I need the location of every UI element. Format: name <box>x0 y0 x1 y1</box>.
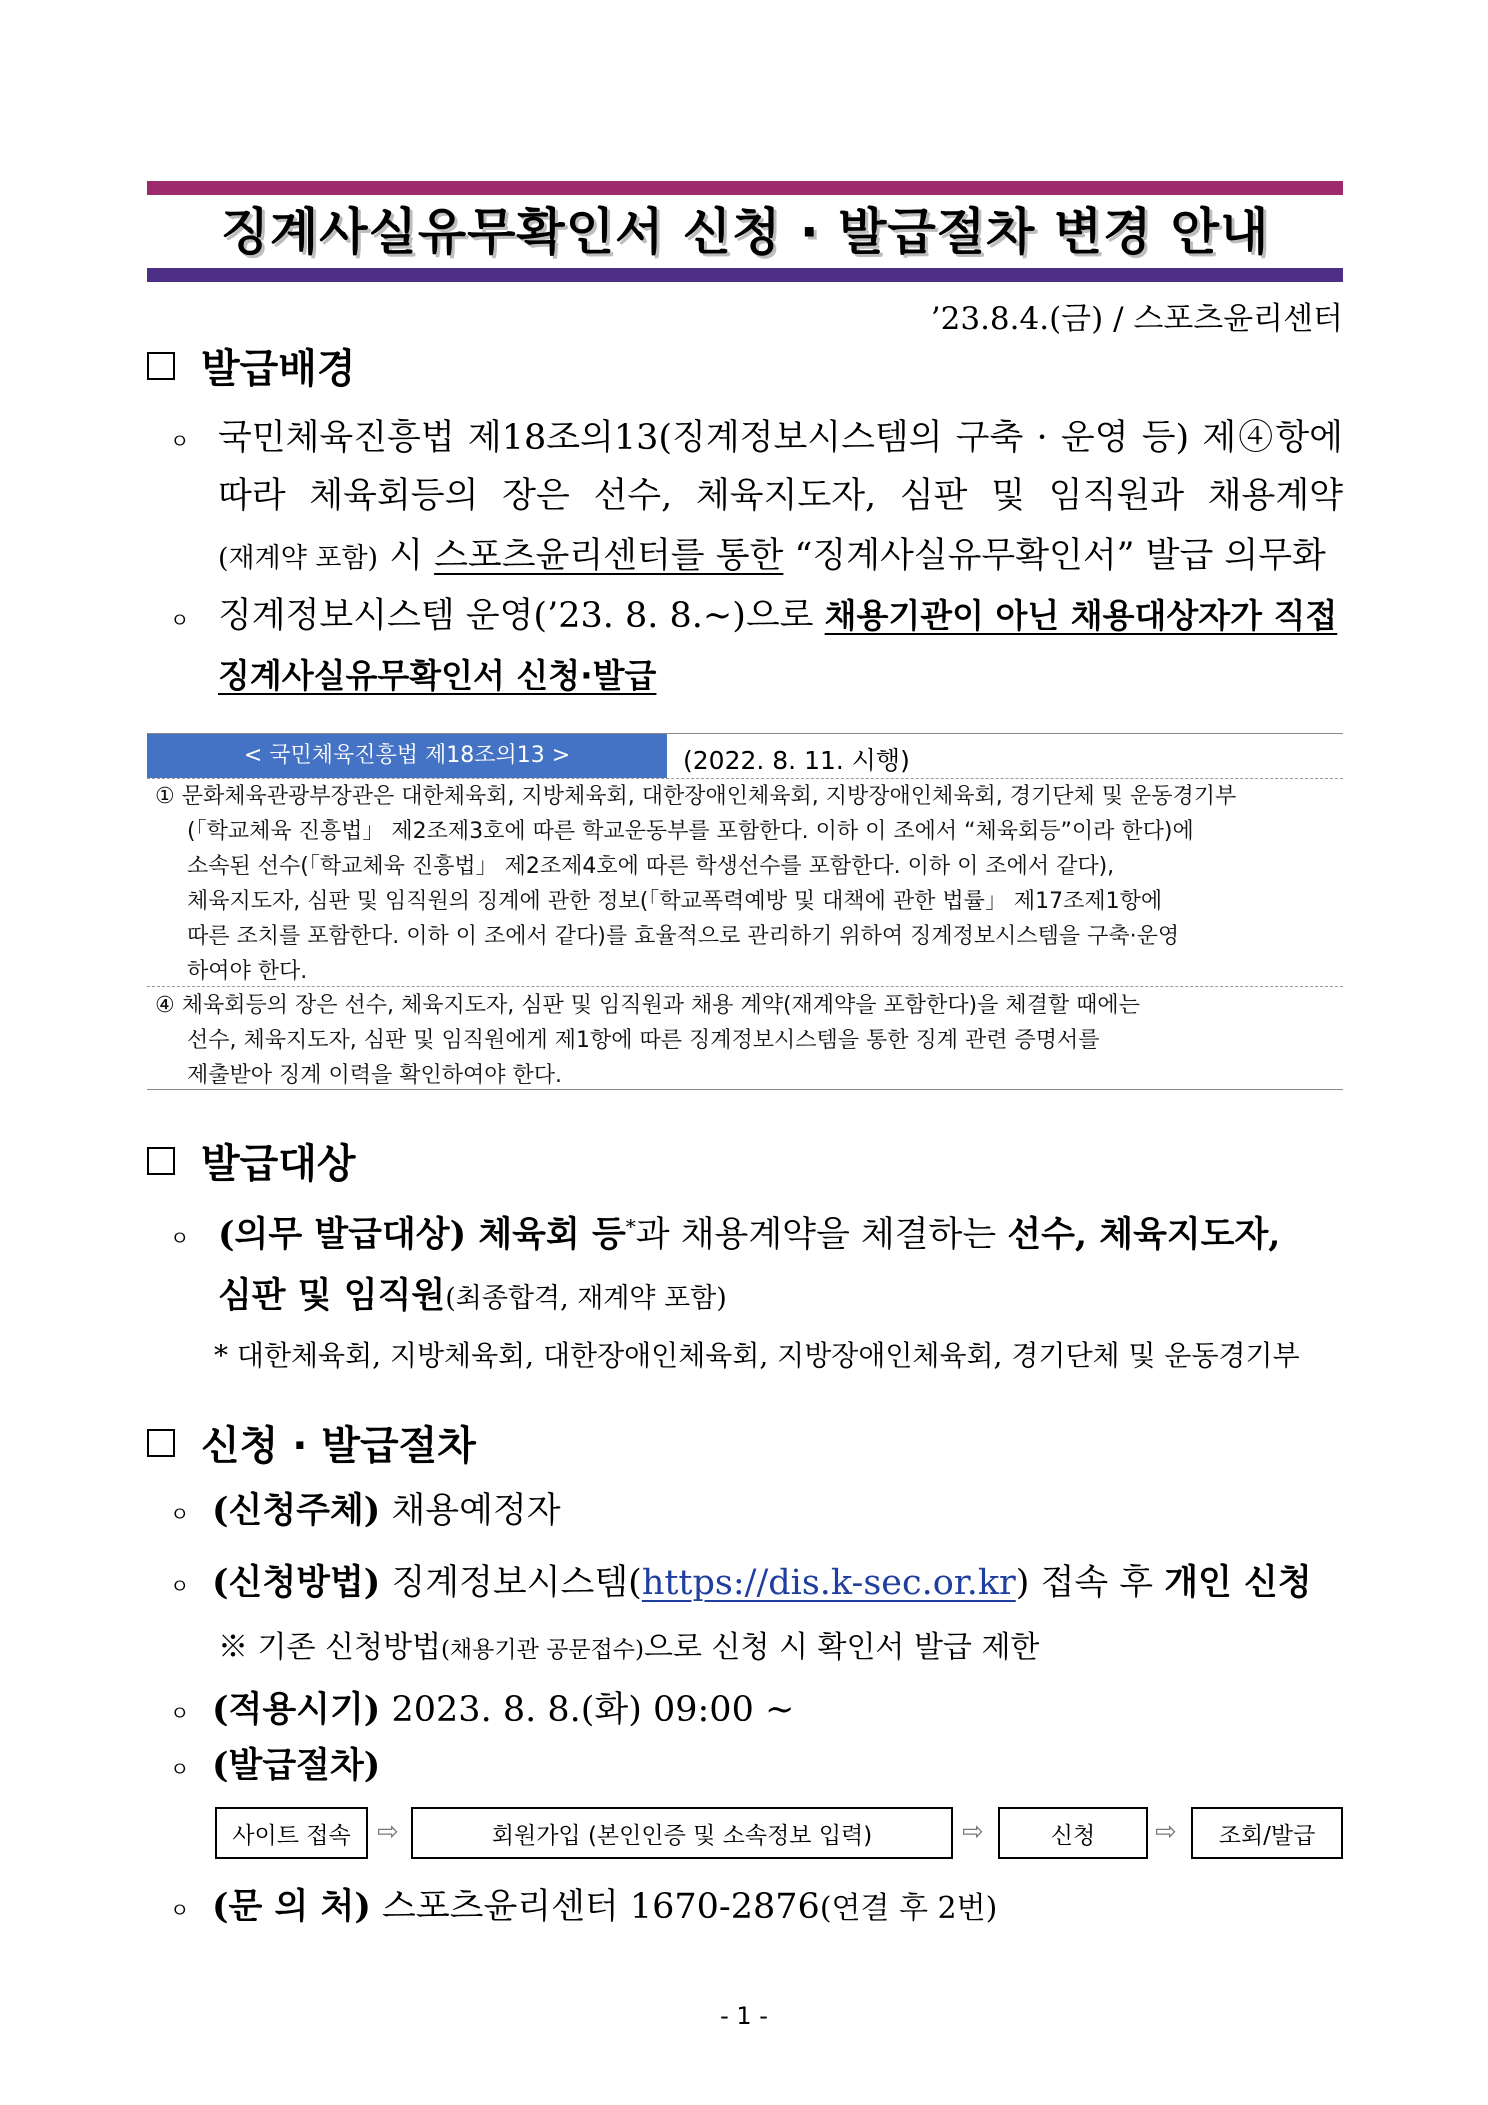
background-line-1: 국민체육진흥법 제18조의13(징계정보시스템의 구축 · 운영 등) 제④항에 <box>218 418 1343 458</box>
checkbox-square-icon <box>147 352 175 380</box>
background-line-3 <box>218 528 1326 578</box>
law-box-divider <box>147 986 1343 987</box>
bullet-icon: ㅇ <box>170 1574 190 1598</box>
procedure-text: ) <box>1015 1563 1030 1603</box>
law-clause-1-line: ① 문화체육관광부장관은 대한체육회, 지방체육회, 대한장애인체육회, 지방장애인체육회, 경기단체 및 운동경기부 <box>155 784 1237 809</box>
page-number: - 1 - <box>720 2002 768 2030</box>
background-underlined: 스포츠윤리센터를 통한 <box>434 536 784 576</box>
procedure-label: (신청주체) <box>212 1490 381 1531</box>
arrow-right-icon: ⇨ <box>1155 1817 1177 1847</box>
background-text: “징계사실유무확인서” 발급 의무화 <box>783 536 1326 576</box>
title-bar-bottom <box>147 268 1343 282</box>
contact-line <box>212 1879 997 1929</box>
bullet-icon: ㅇ <box>170 608 190 632</box>
background-line-4 <box>218 588 1337 638</box>
procedure-text: 스포츠윤리센터 1670-2876 <box>370 1887 820 1927</box>
background-line-2: 따라 체육회등의 장은 선수, 체육지도자, 심판 및 임직원과 채용계약 <box>218 476 1343 516</box>
procedure-paren: (연결 후 2번) <box>819 1891 998 1926</box>
target-emphasis: 선수, 체육지도자, <box>1007 1214 1281 1255</box>
procedure-label: (적용시기) <box>212 1689 381 1730</box>
bullet-icon: ㅇ <box>170 1757 190 1781</box>
bullet-icon: ㅇ <box>170 1701 190 1725</box>
law-box-tab: < 국민체육진흥법 제18조의13 > <box>147 734 667 778</box>
title-bar-top <box>147 181 1343 195</box>
law-clause-1-line: (「학교체육 진흥법」 제2조제3호에 따른 학교운동부를 포함한다. 이하 이 조에서 “체육회등”이라 한다)에 <box>187 819 1194 844</box>
section-heading-procedure <box>147 1414 476 1471</box>
background-paren: (재계약 포함) <box>218 543 379 574</box>
section-title: 신청 · 발급절차 <box>201 1423 476 1469</box>
note-paren: (채용기관 공문접수) <box>440 1637 644 1663</box>
procedure-text: 2023. 8. 8.(화) 09:00 ~ <box>380 1690 795 1730</box>
background-text: 징계정보시스템 운영(’23. 8. 8.~)으로 <box>218 596 825 636</box>
applicant-line <box>212 1483 561 1533</box>
law-clause-1-line: 소속된 선수(「학교체육 진흥법」 제2조제4호에 따른 학생선수를 포함한다. 이하 이 조에서 같다), <box>187 854 1115 879</box>
period-line <box>212 1682 794 1732</box>
procedure-label: (문 의 처) <box>212 1886 371 1927</box>
process-label: (발급절차) <box>212 1745 381 1786</box>
system-link[interactable]: https://dis.k-sec.or.kr <box>641 1563 1016 1603</box>
law-clause-1-line: 하여야 한다. <box>187 959 308 984</box>
flow-step-apply: 신청 <box>998 1807 1148 1859</box>
target-footnote: * 대한체육회, 지방체육회, 대한장애인체육회, 지방장애인체육회, 경기단체 및 운동경기부 <box>214 1339 1300 1372</box>
background-line-5: 징계사실유무확인서 신청·발급 <box>218 656 657 695</box>
target-text: 과 채용계약을 체결하는 <box>635 1215 1008 1255</box>
law-clause-1-line: 따른 조치를 포함한다. 이하 이 조에서 같다)를 효율적으로 관리하기 위하여 징계정보시스템을 구축·운영 <box>187 924 1180 949</box>
section-title: 발급대상 <box>201 1141 356 1187</box>
target-line-2 <box>218 1268 727 1318</box>
law-box-bottom-border <box>147 1089 1343 1090</box>
background-text: 시 <box>378 536 435 576</box>
procedure-text: 징계정보시스템( <box>380 1563 642 1603</box>
procedure-text: 접속 후 <box>1029 1563 1165 1603</box>
page-title: 징계사실유무확인서 신청 · 발급절차 변경 안내 <box>220 203 1270 261</box>
law-effective-date: (2022. 8. 11. 시행) <box>683 746 910 775</box>
method-line <box>212 1555 1312 1605</box>
target-paren: (최종합격, 재계약 포함) <box>445 1283 727 1314</box>
flow-step-site-access: 사이트 접속 <box>215 1807 368 1859</box>
target-emphasis: 심판 및 임직원 <box>218 1275 446 1316</box>
section-heading-target <box>147 1132 356 1189</box>
background-emphasis: 채용기관이 아닌 채용대상자가 직접 <box>824 596 1338 635</box>
law-clause-1-line: 체육지도자, 심판 및 임직원의 징계에 관한 정보(「학교폭력예방 및 대책에 관한 법률」 제17조제1항에 <box>187 889 1163 914</box>
law-clause-4-line: ④ 체육회등의 장은 선수, 체육지도자, 심판 및 임직원과 채용 계약(재계약을 포함한다)을 체결할 때에는 <box>155 993 1140 1018</box>
method-note <box>218 1622 1039 1666</box>
section-heading-background <box>147 337 356 394</box>
bullet-icon: ㅇ <box>170 1898 190 1922</box>
footnote-mark: * <box>625 1214 636 1239</box>
flow-step-issue: 조회/발급 <box>1191 1807 1343 1859</box>
target-line-1 <box>218 1207 1281 1257</box>
flow-step-signup: 회원가입 (본인인증 및 소속정보 입력) <box>411 1807 953 1859</box>
note-text: ※ 기존 신청방법 <box>218 1630 441 1665</box>
arrow-right-icon: ⇨ <box>962 1817 984 1847</box>
law-clause-4-line: 제출받아 징계 이력을 확인하여야 한다. <box>187 1063 562 1088</box>
checkbox-square-icon <box>147 1147 175 1175</box>
checkbox-square-icon <box>147 1429 175 1457</box>
bullet-icon: ㅇ <box>170 429 190 453</box>
note-text: 으로 신청 시 확인서 발급 제한 <box>643 1630 1040 1665</box>
target-label: (의무 발급대상) 체육회 등 <box>218 1214 626 1255</box>
bullet-icon: ㅇ <box>170 1502 190 1526</box>
section-title: 발급배경 <box>201 346 356 392</box>
arrow-right-icon: ⇨ <box>377 1817 399 1847</box>
procedure-text: 채용예정자 <box>380 1491 561 1531</box>
procedure-emphasis: 개인 신청 <box>1164 1562 1312 1603</box>
law-clause-4-line: 선수, 체육지도자, 심판 및 임직원에게 제1항에 따른 징계정보시스템을 통한 징계 관련 증명서를 <box>187 1028 1100 1053</box>
procedure-label: (신청방법) <box>212 1562 381 1603</box>
date-line: ’23.8.4.(금) / 스포츠윤리센터 <box>930 301 1343 337</box>
bullet-icon: ㅇ <box>170 1226 190 1250</box>
